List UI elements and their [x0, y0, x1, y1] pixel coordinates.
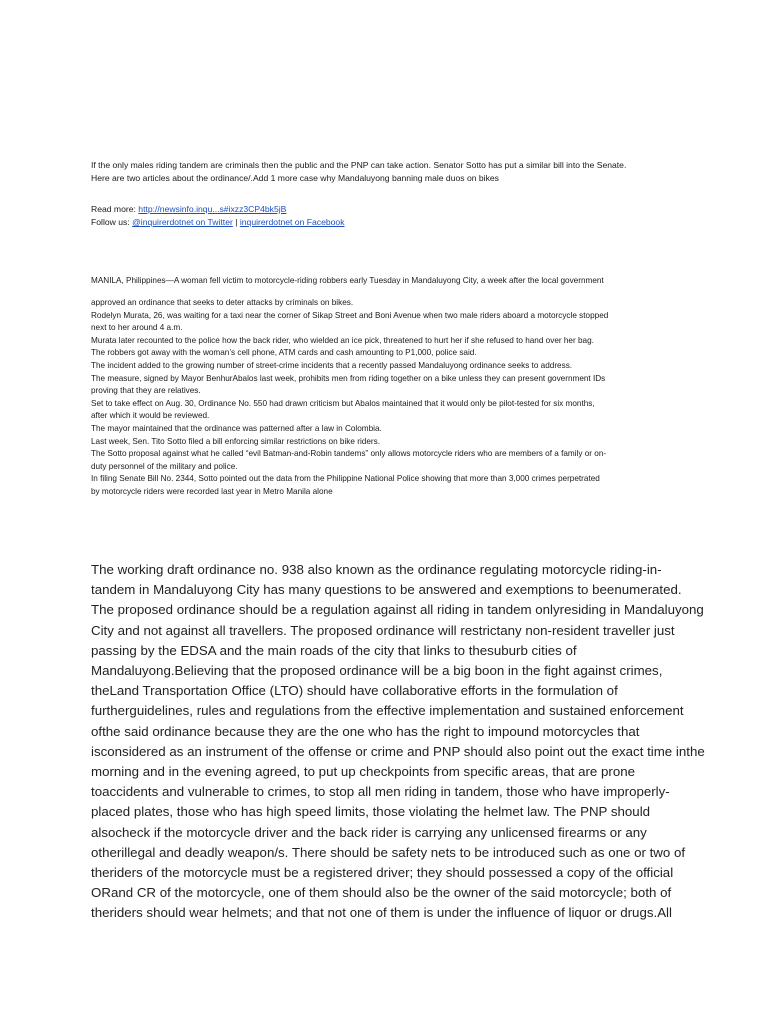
facebook-link[interactable]: inquirerdotnet on Facebook: [239, 217, 345, 227]
intro-paragraph: [91, 159, 731, 185]
source-links: [91, 203, 731, 229]
intro-line: Here are two articles about the ordinance/.Add 1 more case why Mandaluyong banning male duos on bikes: [91, 173, 499, 183]
read-more-line: [91, 203, 731, 216]
article-line: proving that they are relatives.: [91, 386, 201, 396]
essay-line: isconsidered as an instrument of the offense or crime and PNP should also point out the exact time inthe: [91, 743, 705, 759]
article-line: The incident added to the growing number of street-crime incidents that a recently passed Mandaluyong ordinance seeks to address.: [91, 360, 573, 370]
essay-line: The working draft ordinance no. 938 also known as the ordinance regulating motorcycle riding-in-: [91, 562, 662, 577]
article-line: after which it would be reviewed.: [91, 411, 210, 421]
essay-line: theriders should wear helmets; and that not one of them is under the influence of liquor or drugs.All: [91, 905, 672, 921]
article-line: The measure, signed by Mayor BenhurAbalos last week, prohibits men from riding together on a bike unless they can present government IDs: [91, 373, 606, 383]
read-more-label: Read more:: [91, 204, 136, 214]
essay-line: ORand CR of the motorcycle, one of them should also be the owner of the said motorcycle; both of: [91, 885, 672, 901]
follow-us-label: Follow us:: [91, 217, 130, 227]
twitter-link[interactable]: @inquirerdotnet on Twitter: [132, 217, 233, 227]
essay-line: alsocheck if the motorcycle driver and the back rider is carrying any unlicensed firearms or any: [91, 824, 647, 840]
essay-line: theriders of the motorcycle must be a registered driver; they should possessed a copy of the official: [91, 865, 674, 881]
article-line: The mayor maintained that the ordinance was patterned after a law in Colombia.: [91, 423, 382, 433]
essay-line: City and not against all travellers. The proposed ordinance will restrictany non-resident traveller just: [91, 622, 675, 638]
follow-us-line: [91, 216, 731, 229]
article-line: The Sotto proposal against what he called “evil Batman-and-Robin tandems” only allows motorcycle riders who are members of a family or on-: [91, 449, 607, 459]
essay-line: placed plates, those who has high speed limits, those violating the helmet law. The PNP should: [91, 804, 651, 820]
essay-line: theLand Transportation Office (LTO) should have collaborative efforts in the formulation of: [91, 683, 618, 699]
essay-line: morning and in the evening agreed, to put up checkpoints from specific areas, that are prone: [91, 764, 636, 780]
article-line: Last week, Sen. Tito Sotto filed a bill enforcing similar restrictions on bike riders.: [91, 436, 380, 446]
article-line: duty personnel of the military and police.: [91, 461, 238, 471]
article-line: Murata later recounted to the police how the back rider, who wielded an ice pick, threatened to hurt her if she refused to hand over her bag.: [91, 335, 594, 345]
essay-line: ofthe said ordinance because they are the one who has the right to impound motorcycles that: [91, 723, 640, 739]
essay-line: furtherguidelines, rules and regulations from the effective implementation and sustained enforcement: [91, 703, 684, 719]
article-line: In filing Senate Bill No. 2344, Sotto pointed out the data from the Philippine National Police showing that more than 3,000 crimes perpetrated: [91, 474, 600, 484]
article-body: [91, 297, 711, 499]
article-line: Rodelyn Murata, 26, was waiting for a taxi near the corner of Sikap Street and Boni Avenue when two male riders aboard a motorcycle stopped: [91, 310, 609, 320]
essay-line: otherillegal and deadly weapon/s. There should be safety nets to be introduced such as one or two of: [91, 844, 686, 860]
article-lead: MANILA, Philippines—A woman fell victim to motorcycle-riding robbers early Tuesday in Mandaluyong City, a week after the local government: [91, 276, 604, 285]
article-line: by motorcycle riders were recorded last year in Metro Manila alone: [91, 486, 333, 496]
essay-line: tandem in Mandaluyong City has many questions to be answered and exemptions to beenumerated.: [91, 582, 682, 598]
essay-body: [91, 560, 705, 924]
intro-line: If the only males riding tandem are criminals then the public and the PNP can take action. Senator Sotto has put a similar bill into the Senate.: [91, 160, 627, 170]
article-line: next to her around 4 a.m.: [91, 323, 183, 333]
article-line: Set to take effect on Aug. 30, Ordinance No. 550 had drawn criticism but Abalos maintained that it would only be pilot-tested for six months,: [91, 398, 595, 408]
essay-line: toaccidents and vulnerable to crimes, to stop all men riding in tandem, those who have improperly-: [91, 784, 670, 800]
essay-line: Mandaluyong.Believing that the proposed ordinance will be a big boon in the fight against crimes,: [91, 663, 663, 679]
article-line: The robbers got away with the woman’s cell phone, ATM cards and cash amounting to P1,000, police said.: [91, 348, 477, 358]
article-line: approved an ordinance that seeks to deter attacks by criminals on bikes.: [91, 298, 354, 307]
link-separator: |: [235, 217, 238, 227]
read-more-link[interactable]: http://newsinfo.inqu...s#ixzz3CP4bk5jB: [138, 204, 287, 214]
essay-line: passing by the EDSA and the main roads of the city that links to thesuburb cities of: [91, 642, 577, 658]
essay-line: The proposed ordinance should be a regulation against all riding in tandem onlyresiding in Mandaluyong: [91, 602, 704, 618]
